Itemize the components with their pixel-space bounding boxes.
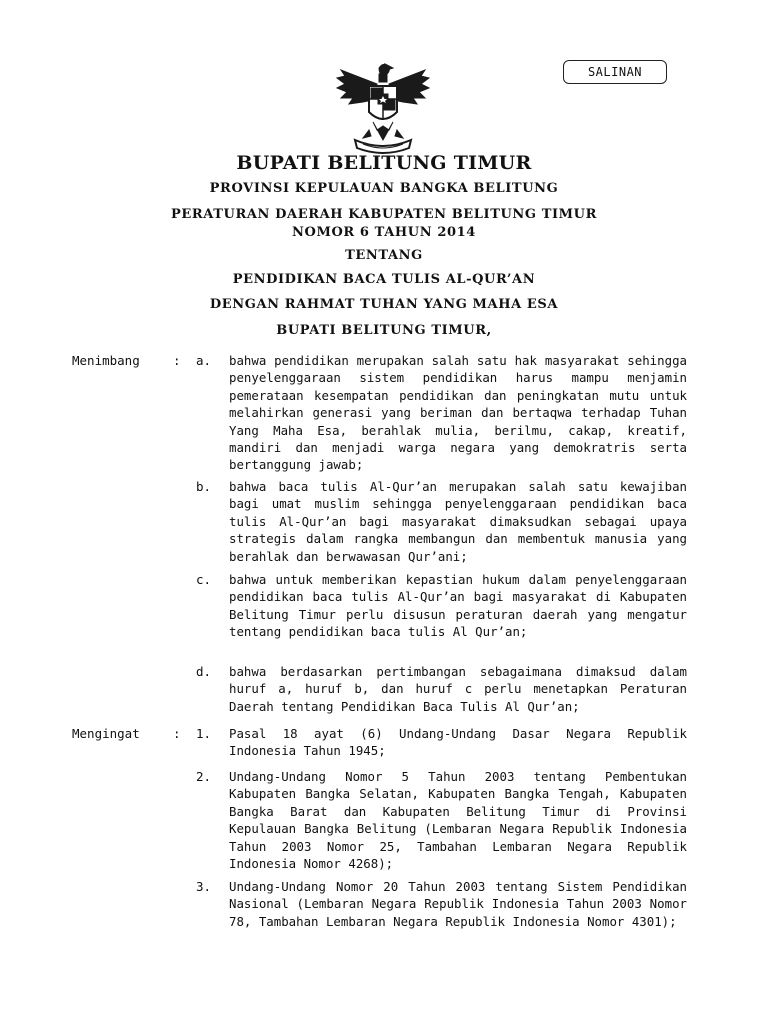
about-heading: TENTANG	[345, 248, 423, 263]
salinan-label: SALINAN	[587, 65, 643, 79]
menimbang-item-b: bahwa baca tulis Al-Qur’an merupakan salah satu kewajiban bagi umat muslim sehingga penyelenggaraan pendidikan baca tulis Al-Qur’an bagi masyarakat dimaksudkan sebagai upaya strategis dalam rangka membangun dan membentuk manusia yang berahlak dan berwawasan Qur’ani;	[229, 479, 687, 564]
menimbang-colon: :	[173, 353, 181, 368]
regulation-subject: PENDIDIKAN BACA TULIS AL-QUR’AN	[232, 272, 536, 287]
menimbang-item-d: bahwa berdasarkan pertimbangan sebagaimana dimaksud dalam huruf a, huruf b, dan huruf c perlu menetapkan Peraturan Daerah tentang Pendidikan Baca Tulis Al Qur’an;	[229, 664, 687, 714]
mengingat-item-2: Undang-Undang Nomor 5 Tahun 2003 tentang Pembentukan Kabupaten Bangka Selatan, Kabupaten Bangka Tengah, Kabupaten Bangka Barat dan Kabupaten Belitung Timur di Provinsi Kepulauan Bangka Belitung (Lembaran Negara Republik Indonesia Tahun 2003 Nomor 25, Tambahan Lembaran Negara Republik Indonesia Nomor 4268);	[229, 769, 687, 872]
mengingat-marker-2: 2.	[196, 769, 212, 784]
menimbang-marker-d: d.	[196, 664, 212, 679]
menimbang-marker-c: c.	[196, 572, 212, 587]
menimbang-marker-b: b.	[196, 479, 212, 494]
mengingat-colon: :	[173, 726, 181, 741]
garuda-emblem-icon	[333, 60, 433, 156]
mengingat-marker-3: 3.	[196, 879, 212, 894]
menimbang-marker-a: a.	[196, 353, 212, 368]
regulation-title: PERATURAN DAERAH KABUPATEN BELITUNG TIMUR	[170, 207, 598, 222]
mengingat-label: Mengingat	[72, 726, 140, 741]
salinan-stamp	[563, 60, 667, 84]
blessing-line: DENGAN RAHMAT TUHAN YANG MAHA ESA	[209, 297, 559, 312]
mengingat-item-1: Pasal 18 ayat (6) Undang-Undang Dasar Negara Republik Indonesia Tahun 1945;	[229, 726, 687, 759]
menimbang-item-a: bahwa pendidikan merupakan salah satu hak masyarakat sehingga penyelenggaraan sistem pendidikan harus mampu menjamin pemerataan kesempatan pendidikan dan peningkatan mutu untuk melahirkan generasi yang beriman dan bertaqwa terhadap Tuhan Yang Maha Esa, berahlak mulia, berilmu, cakap, kreatif, mandiri dan menjadi warga negara yang demokratris serta bertanggung jawab;	[229, 353, 687, 473]
regulation-number: NOMOR 6 TAHUN 2014	[292, 225, 476, 240]
menimbang-label: Menimbang	[72, 353, 140, 368]
mengingat-item-3: Undang-Undang Nomor 20 Tahun 2003 tentang Sistem Pendidikan Nasional (Lembaran Negara Republik Indonesia Tahun 2003 Nomor 78, Tambahan Lembaran Negara Republik Indonesia Nomor 4301);	[229, 879, 687, 929]
mengingat-marker-1: 1.	[196, 726, 212, 741]
issuer-line: BUPATI BELITUNG TIMUR,	[276, 323, 492, 338]
regent-title: BUPATI BELITUNG TIMUR	[236, 152, 532, 174]
menimbang-item-c: bahwa untuk memberikan kepastian hukum dalam penyelenggaraan pendidikan baca tulis Al-Qur’an bagi masyarakat di Kabupaten Belitung Timur perlu disusun peraturan daerah yang mengatur tentang pendidikan baca tulis Al Qur’an;	[229, 572, 687, 640]
province-name: PROVINSI KEPULAUAN BANGKA BELITUNG	[209, 181, 559, 196]
